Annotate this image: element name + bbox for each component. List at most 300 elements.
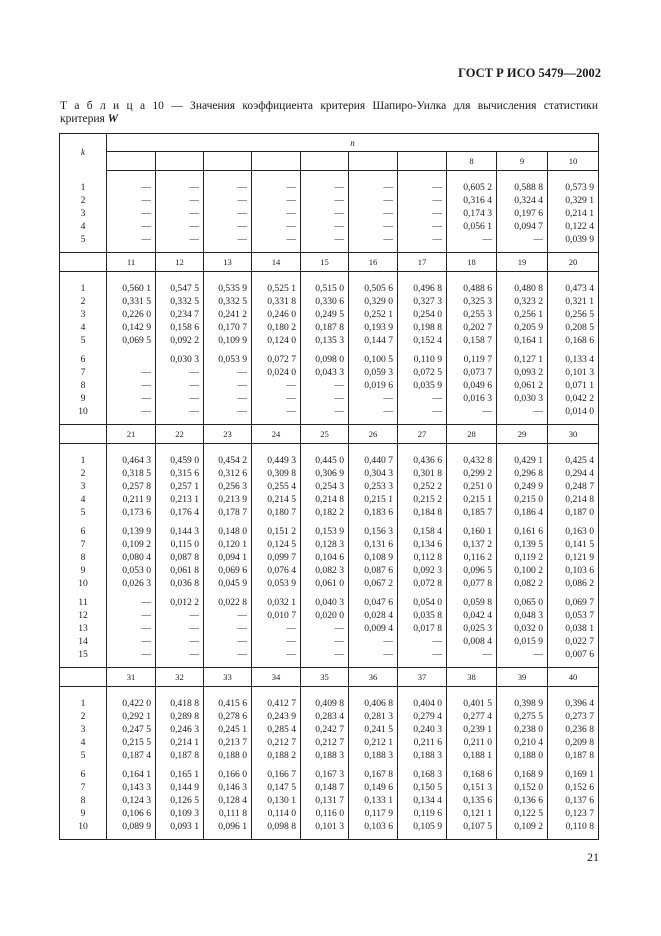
coefficient-value: — bbox=[286, 393, 296, 404]
coefficient-value: 0,234 7 bbox=[170, 309, 199, 320]
coefficient-value: 0,605 2 bbox=[463, 182, 492, 193]
k-value: 10 bbox=[78, 821, 88, 832]
n-value-cell bbox=[204, 152, 252, 171]
coefficient-value: 0,103 6 bbox=[364, 821, 393, 832]
coefficient-value: 0,039 9 bbox=[565, 234, 595, 245]
k-value: 7 bbox=[80, 367, 86, 378]
coefficient-value: — bbox=[286, 636, 296, 647]
coefficient-value: — bbox=[189, 182, 199, 193]
coefficient-value: — bbox=[189, 393, 199, 404]
coefficient-value: — bbox=[189, 406, 199, 417]
coefficient-cell bbox=[107, 762, 156, 840]
coefficient-value: — bbox=[189, 234, 199, 245]
coefficient-value: 0,152 4 bbox=[413, 335, 442, 346]
coefficient-value: 0,014 0 bbox=[565, 406, 595, 417]
coefficient-value: 0,092 3 bbox=[413, 565, 442, 576]
coefficient-value: — bbox=[383, 195, 393, 206]
coefficient-value: 0,109 9 bbox=[218, 335, 247, 346]
coefficient-value: 0,245 1 bbox=[218, 724, 247, 735]
coefficient-value: — bbox=[334, 182, 344, 193]
coefficient-value: 0,332 5 bbox=[170, 296, 199, 307]
coefficient-value: 0,560 1 bbox=[122, 283, 151, 294]
coefficient-value: — bbox=[286, 649, 296, 660]
coefficient-value: 0,236 8 bbox=[565, 724, 595, 735]
coefficient-cell bbox=[497, 272, 548, 348]
coefficient-value: — bbox=[286, 623, 296, 634]
coefficient-value: 0,321 1 bbox=[565, 296, 595, 307]
coefficient-value: — bbox=[482, 234, 492, 245]
coefficient-value: — bbox=[141, 221, 151, 232]
coefficient-cell bbox=[548, 347, 599, 425]
coefficient-value: 0,121 1 bbox=[463, 808, 492, 819]
coefficient-value: 0,422 0 bbox=[122, 698, 151, 709]
coefficient-cell bbox=[398, 347, 447, 425]
n-value-cell: 17 bbox=[398, 253, 447, 272]
k-value: 10 bbox=[78, 578, 88, 589]
coefficient-value: 0,061 8 bbox=[170, 565, 199, 576]
coefficient-value: 0,053 9 bbox=[218, 354, 247, 365]
coefficient-cell bbox=[252, 444, 301, 520]
n-value-cell: 30 bbox=[548, 425, 599, 444]
k-value: 1 bbox=[80, 698, 86, 709]
coefficient-value: — bbox=[237, 234, 247, 245]
coefficient-cell bbox=[447, 347, 497, 425]
n-value-cell: 13 bbox=[204, 253, 252, 272]
coefficient-cell bbox=[252, 687, 301, 763]
coefficient-value: 0,323 2 bbox=[514, 296, 543, 307]
coefficient-value: 0,167 8 bbox=[364, 769, 393, 780]
coefficient-value: 0,212 7 bbox=[315, 737, 344, 748]
n-value-cell: 16 bbox=[349, 253, 398, 272]
coefficient-value: 0,015 9 bbox=[514, 636, 543, 647]
coefficient-value: 0,128 3 bbox=[315, 539, 344, 550]
coefficient-cell bbox=[497, 444, 548, 520]
coefficient-value: 0,038 1 bbox=[565, 623, 595, 634]
coefficient-value: 0,158 4 bbox=[413, 526, 442, 537]
coefficient-value: — bbox=[533, 234, 543, 245]
n-value-cell: 32 bbox=[156, 668, 204, 687]
n-value-cell bbox=[107, 152, 156, 171]
k-value: 1 bbox=[80, 181, 86, 193]
coefficient-value: 0,398 9 bbox=[514, 698, 543, 709]
coefficient-value: 0,144 3 bbox=[170, 526, 199, 537]
page-number: 21 bbox=[587, 850, 599, 864]
coefficient-value: 0,445 0 bbox=[315, 455, 344, 466]
coefficient-value: 0,100 2 bbox=[514, 565, 543, 576]
coefficient-value: 0,331 8 bbox=[267, 296, 296, 307]
coefficient-value: 0,117 9 bbox=[364, 808, 393, 819]
coefficient-value: 0,215 5 bbox=[122, 737, 151, 748]
coefficient-value: 0,167 3 bbox=[315, 769, 344, 780]
table-caption: Т а б л и ц а 10 — Значения коэффициента критерия Шапиро-Уилка для вычисления статистики bbox=[60, 100, 598, 112]
n-value-cell: 26 bbox=[349, 425, 398, 444]
coefficient-value: — bbox=[432, 221, 442, 232]
coefficient-value: 0,106 6 bbox=[122, 808, 151, 819]
coefficient-value: 0,009 4 bbox=[364, 623, 393, 634]
coefficient-value: 0,248 7 bbox=[565, 481, 595, 492]
coefficient-value: 0,210 4 bbox=[514, 737, 543, 748]
n-value-cell: 40 bbox=[548, 668, 599, 687]
coefficient-value: 0,211 6 bbox=[413, 737, 442, 748]
coefficient-value: — bbox=[189, 649, 199, 660]
coefficient-cell bbox=[447, 519, 497, 590]
coefficient-cell bbox=[447, 687, 497, 763]
coefficient-value: 0,082 2 bbox=[514, 578, 543, 589]
coefficient-value: 0,109 2 bbox=[514, 821, 543, 832]
coefficient-value: 0,193 9 bbox=[364, 322, 393, 333]
n-value-cell: 10 bbox=[548, 152, 599, 171]
coefficient-value: 0,214 1 bbox=[565, 208, 595, 219]
coefficient-cell bbox=[349, 519, 398, 590]
n-value-cell: 11 bbox=[107, 253, 156, 272]
coefficient-cell bbox=[107, 171, 156, 253]
statistic-symbol: W bbox=[107, 113, 118, 125]
coefficient-value: 0,147 5 bbox=[267, 782, 296, 793]
n-value-cell: 31 bbox=[107, 668, 156, 687]
coefficient-value: 0,187 4 bbox=[122, 750, 151, 761]
k-value: 7 bbox=[80, 782, 86, 793]
coefficient-value: 0,148 7 bbox=[315, 782, 344, 793]
k-group-row bbox=[60, 444, 599, 520]
coefficient-value: — bbox=[432, 195, 442, 206]
coefficient-value: 0,214 1 bbox=[170, 737, 199, 748]
coefficient-value: 0,449 3 bbox=[267, 455, 296, 466]
coefficient-value: 0,120 1 bbox=[218, 539, 247, 550]
k-blank-cell bbox=[60, 253, 107, 272]
coefficient-value: — bbox=[141, 195, 151, 206]
k-group-row bbox=[60, 687, 599, 763]
coefficient-value: 0,161 6 bbox=[514, 526, 543, 537]
coefficient-cell bbox=[204, 519, 252, 590]
coefficient-value: 0,012 2 bbox=[170, 597, 199, 608]
coefficient-value: 0,121 9 bbox=[565, 552, 595, 563]
coefficient-value: 0,301 8 bbox=[413, 468, 442, 479]
coefficient-value: 0,415 6 bbox=[218, 698, 247, 709]
k-value: 10 bbox=[78, 406, 88, 417]
coefficient-value: — bbox=[334, 636, 344, 647]
coefficient-value: 0,243 9 bbox=[267, 711, 296, 722]
coefficient-value: 0,016 3 bbox=[463, 393, 492, 404]
coefficient-value: 0,143 3 bbox=[122, 782, 151, 793]
n-value-cell: 20 bbox=[548, 253, 599, 272]
coefficient-value: — bbox=[334, 221, 344, 232]
coefficient-value: 0,042 4 bbox=[463, 610, 492, 621]
n-value-cell bbox=[398, 152, 447, 171]
coefficient-value: — bbox=[286, 195, 296, 206]
coefficient-value: 0,251 0 bbox=[463, 481, 492, 492]
coefficient-cell bbox=[204, 171, 252, 253]
coefficient-value: 0,309 8 bbox=[267, 468, 296, 479]
coefficient-cell bbox=[447, 171, 497, 253]
n-value-cell: 22 bbox=[156, 425, 204, 444]
coefficient-value: 0,101 3 bbox=[315, 821, 344, 832]
coefficient-value: 0,163 0 bbox=[565, 526, 595, 537]
coefficient-value: 0,165 1 bbox=[170, 769, 199, 780]
coefficient-value: 0,020 0 bbox=[315, 610, 344, 621]
coefficient-value: 0,277 4 bbox=[463, 711, 492, 722]
coefficient-value: 0,316 4 bbox=[463, 195, 492, 206]
coefficient-value: 0,406 8 bbox=[364, 698, 393, 709]
coefficient-cell bbox=[398, 519, 447, 590]
coefficient-value: 0,072 7 bbox=[267, 354, 296, 365]
coefficient-value: 0,059 8 bbox=[463, 597, 492, 608]
coefficient-value: 0,535 9 bbox=[218, 283, 247, 294]
coefficient-value: 0,327 3 bbox=[413, 296, 442, 307]
coefficient-value: 0,505 6 bbox=[364, 283, 393, 294]
coefficient-value: 0,213 9 bbox=[218, 494, 247, 505]
coefficient-value: 0,188 3 bbox=[315, 750, 344, 761]
coefficient-value: 0,241 5 bbox=[364, 724, 393, 735]
k-index-cell bbox=[60, 762, 107, 840]
coefficient-value: 0,152 6 bbox=[565, 782, 595, 793]
k-group-row bbox=[60, 272, 599, 348]
k-index-cell bbox=[60, 272, 107, 348]
coefficient-cell bbox=[349, 347, 398, 425]
coefficient-value: 0,285 4 bbox=[267, 724, 296, 735]
coefficient-value: — bbox=[189, 367, 199, 378]
coefficient-value: 0,053 9 bbox=[267, 578, 296, 589]
coefficient-value: 0,312 6 bbox=[218, 468, 247, 479]
n-value-cell: 38 bbox=[447, 668, 497, 687]
coefficient-value: 0,115 0 bbox=[170, 539, 199, 550]
coefficient-value: — bbox=[334, 380, 344, 391]
coefficient-value: 0,107 5 bbox=[463, 821, 492, 832]
n-value-cell: 34 bbox=[252, 668, 301, 687]
coefficient-value: 0,109 2 bbox=[122, 539, 151, 550]
k-value: 4 bbox=[80, 737, 86, 748]
coefficient-value: 0,168 3 bbox=[413, 769, 442, 780]
coefficient-value: 0,122 4 bbox=[565, 221, 595, 232]
coefficient-value: 0,208 5 bbox=[565, 322, 595, 333]
n-value-cell: 39 bbox=[497, 668, 548, 687]
coefficient-value: 0,017 8 bbox=[413, 623, 442, 634]
coefficient-value: 0,246 0 bbox=[267, 309, 296, 320]
coefficient-value: — bbox=[189, 380, 199, 391]
n-value-cell: 9 bbox=[497, 152, 548, 171]
coefficient-value: 0,187 8 bbox=[565, 750, 595, 761]
coefficient-value: 0,215 0 bbox=[514, 494, 543, 505]
coefficient-value: 0,185 7 bbox=[463, 507, 492, 518]
coefficient-value: 0,257 8 bbox=[122, 481, 151, 492]
k-index-cell bbox=[60, 590, 107, 668]
coefficient-cell bbox=[156, 171, 204, 253]
coefficient-value: 0,183 6 bbox=[364, 507, 393, 518]
coefficient-value: 0,239 1 bbox=[463, 724, 492, 735]
coefficient-value: — bbox=[383, 182, 393, 193]
coefficient-cell bbox=[548, 444, 599, 520]
coefficient-value: 0,253 3 bbox=[364, 481, 393, 492]
coefficient-value: 0,069 7 bbox=[565, 597, 595, 608]
k-index-cell bbox=[60, 444, 107, 520]
coefficient-value: 0,256 5 bbox=[565, 309, 595, 320]
coefficient-value: 0,087 6 bbox=[364, 565, 393, 576]
coefficient-value: 0,043 3 bbox=[315, 367, 344, 378]
coefficient-value: — bbox=[189, 623, 199, 634]
coefficient-value: 0,022 7 bbox=[565, 636, 595, 647]
coefficient-value: 0,144 7 bbox=[364, 335, 393, 346]
coefficient-cell bbox=[301, 762, 349, 840]
coefficient-value: 0,283 4 bbox=[315, 711, 344, 722]
coefficient-value: — bbox=[141, 380, 151, 391]
coefficient-value: 0,188 2 bbox=[267, 750, 296, 761]
coefficient-value: 0,030 3 bbox=[514, 393, 543, 404]
n-value-cell bbox=[301, 152, 349, 171]
k-value: 5 bbox=[80, 750, 86, 761]
coefficient-cell bbox=[349, 590, 398, 668]
table-header-row bbox=[60, 134, 599, 152]
coefficient-value: 0,275 5 bbox=[514, 711, 543, 722]
coefficient-value: 0,045 9 bbox=[218, 578, 247, 589]
coefficient-value: 0,110 8 bbox=[565, 821, 595, 832]
coefficient-cell bbox=[447, 444, 497, 520]
k-value: 8 bbox=[80, 552, 86, 563]
coefficient-value: — bbox=[237, 636, 247, 647]
coefficient-value: 0,101 3 bbox=[565, 367, 595, 378]
k-value: 4 bbox=[80, 220, 86, 232]
coefficient-value: 0,464 3 bbox=[122, 455, 151, 466]
k-value: 4 bbox=[80, 322, 86, 333]
n-value-cell bbox=[252, 152, 301, 171]
k-group-row bbox=[60, 347, 599, 425]
n-value-cell: 33 bbox=[204, 668, 252, 687]
coefficient-value: 0,289 8 bbox=[170, 711, 199, 722]
coefficient-cell bbox=[156, 762, 204, 840]
coefficient-value: 0,211 0 bbox=[463, 737, 492, 748]
coefficient-value: 0,188 3 bbox=[413, 750, 442, 761]
k-value: 13 bbox=[78, 623, 88, 634]
coefficient-value: — bbox=[533, 649, 543, 660]
coefficient-value: 0,184 8 bbox=[413, 507, 442, 518]
coefficient-value: 0,022 8 bbox=[218, 597, 247, 608]
coefficient-value: 0,325 3 bbox=[463, 296, 492, 307]
coefficient-cell bbox=[497, 519, 548, 590]
coefficient-cell bbox=[398, 272, 447, 348]
coefficient-value: 0,292 1 bbox=[122, 711, 151, 722]
coefficient-cell bbox=[301, 272, 349, 348]
coefficient-value: 0,028 4 bbox=[364, 610, 393, 621]
n-value-cell: 25 bbox=[301, 425, 349, 444]
coefficient-value: 0,048 3 bbox=[514, 610, 543, 621]
coefficient-value: 0,094 7 bbox=[514, 221, 543, 232]
k-value: 8 bbox=[80, 795, 86, 806]
coefficient-value: 0,212 1 bbox=[364, 737, 393, 748]
coefficient-value: 0,168 6 bbox=[565, 335, 595, 346]
coefficient-value: — bbox=[383, 208, 393, 219]
coefficient-cell bbox=[548, 272, 599, 348]
coefficient-value: 0,042 2 bbox=[565, 393, 595, 404]
coefficient-value: 0,459 0 bbox=[170, 455, 199, 466]
coefficient-value: 0,047 6 bbox=[364, 597, 393, 608]
coefficient-value: 0,134 4 bbox=[413, 795, 442, 806]
coefficient-value: 0,213 1 bbox=[170, 494, 199, 505]
coefficient-value: 0,049 6 bbox=[463, 380, 492, 391]
coefficient-value: 0,116 2 bbox=[463, 552, 492, 563]
coefficient-value: — bbox=[533, 406, 543, 417]
coefficient-cell bbox=[301, 687, 349, 763]
coefficient-value: 0,209 8 bbox=[565, 737, 595, 748]
coefficient-value: 0,425 4 bbox=[565, 455, 595, 466]
coefficient-value: 0,588 8 bbox=[514, 182, 543, 193]
n-value-cell: 18 bbox=[447, 253, 497, 272]
k-value: 9 bbox=[80, 808, 86, 819]
coefficient-cell bbox=[107, 519, 156, 590]
coefficient-value: 0,122 5 bbox=[514, 808, 543, 819]
coefficient-value: — bbox=[432, 649, 442, 660]
coefficient-value: — bbox=[482, 406, 492, 417]
coefficient-value: 0,103 6 bbox=[565, 565, 595, 576]
coefficient-value: 0,036 8 bbox=[170, 578, 199, 589]
k-value: 3 bbox=[80, 309, 86, 320]
coefficient-value: — bbox=[286, 182, 296, 193]
coefficient-value: 0,089 9 bbox=[122, 821, 151, 832]
coefficient-value: — bbox=[237, 649, 247, 660]
coefficient-cell bbox=[301, 590, 349, 668]
coefficient-value: 0,249 5 bbox=[315, 309, 344, 320]
k-value: 3 bbox=[80, 481, 86, 492]
coefficient-value: 0,026 3 bbox=[122, 578, 151, 589]
k-value: 9 bbox=[80, 393, 86, 404]
coefficient-value: 0,019 6 bbox=[364, 380, 393, 391]
n-value-cell: 35 bbox=[301, 668, 349, 687]
coefficient-value: 0,188 0 bbox=[514, 750, 543, 761]
coefficient-value: — bbox=[432, 182, 442, 193]
coefficient-value: 0,329 1 bbox=[565, 195, 595, 206]
coefficient-value: 0,061 2 bbox=[514, 380, 543, 391]
coefficient-value: 0,134 6 bbox=[413, 539, 442, 550]
coefficient-value: — bbox=[237, 610, 247, 621]
coefficient-value: 0,008 4 bbox=[463, 636, 492, 647]
coefficient-cell bbox=[349, 444, 398, 520]
coefficient-value: — bbox=[189, 610, 199, 621]
k-index-cell bbox=[60, 687, 107, 763]
coefficient-value: 0,096 1 bbox=[218, 821, 247, 832]
coefficient-value: 0,098 0 bbox=[315, 354, 344, 365]
coefficient-value: 0,182 2 bbox=[315, 507, 344, 518]
coefficient-value: 0,072 5 bbox=[413, 367, 442, 378]
coefficient-cell bbox=[252, 347, 301, 425]
shapiro-wilk-coefficients-table bbox=[59, 133, 599, 840]
coefficient-value: — bbox=[334, 393, 344, 404]
n-value-cell: 37 bbox=[398, 668, 447, 687]
coefficient-value: — bbox=[432, 636, 442, 647]
coefficient-cell bbox=[548, 171, 599, 253]
coefficient-value: — bbox=[141, 234, 151, 245]
coefficient-value: — bbox=[383, 234, 393, 245]
coefficient-cell bbox=[107, 590, 156, 668]
coefficient-value: — bbox=[141, 597, 151, 608]
k-value: 12 bbox=[78, 610, 88, 621]
coefficient-cell bbox=[204, 272, 252, 348]
coefficient-value: 0,306 9 bbox=[315, 468, 344, 479]
coefficient-value: 0,254 0 bbox=[413, 309, 442, 320]
coefficient-value: 0,069 5 bbox=[122, 335, 151, 346]
coefficient-value: 0,256 3 bbox=[218, 481, 247, 492]
coefficient-value: 0,061 0 bbox=[315, 578, 344, 589]
coefficient-value: — bbox=[237, 367, 247, 378]
coefficient-value: — bbox=[237, 182, 247, 193]
coefficient-value: 0,151 2 bbox=[267, 526, 296, 537]
coefficient-value: 0,202 7 bbox=[463, 322, 492, 333]
k-value: 2 bbox=[80, 296, 86, 307]
k-index-cell bbox=[60, 519, 107, 590]
coefficient-cell bbox=[252, 762, 301, 840]
coefficient-value: 0,318 5 bbox=[122, 468, 151, 479]
coefficient-value: — bbox=[432, 208, 442, 219]
coefficient-cell bbox=[252, 519, 301, 590]
n-value-cell: 14 bbox=[252, 253, 301, 272]
coefficient-value: — bbox=[189, 221, 199, 232]
n-values-row bbox=[60, 668, 599, 687]
